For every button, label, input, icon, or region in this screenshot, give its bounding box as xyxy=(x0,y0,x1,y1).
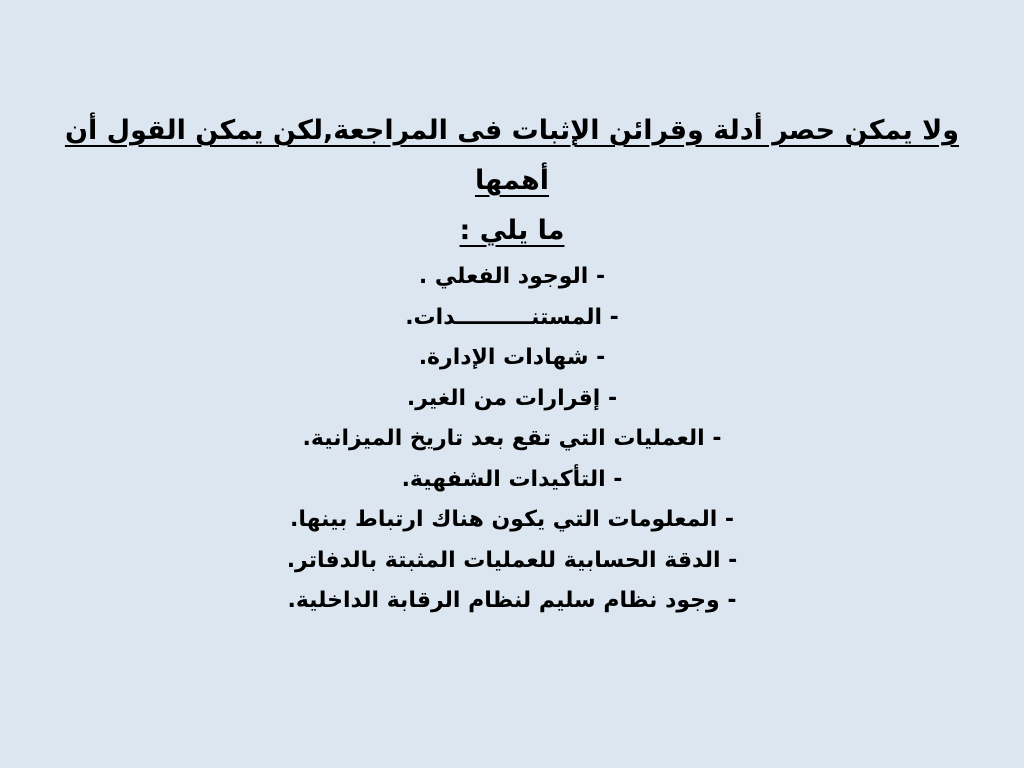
list-item: - المستنــــــــــدات. xyxy=(405,304,619,330)
list-item: - الدقة الحسابية للعمليات المثبتة بالدفاتر. xyxy=(286,547,738,573)
list-item: - العمليات التي تقع بعد تاريخ الميزانية. xyxy=(302,426,722,451)
list-item: - إقرارات من الغير. xyxy=(406,385,618,411)
list-item: - المعلومات التي يكون هناك ارتباط بينها. xyxy=(289,507,735,532)
list-item: - التأكيدات الشفهية. xyxy=(401,466,623,492)
list-item: - الوجود الفعلي . xyxy=(418,264,606,289)
list-item: - شهادات الإدارة. xyxy=(418,345,606,370)
heading-line-2: ما يلي : xyxy=(459,215,565,246)
slide-heading xyxy=(40,106,984,256)
evidence-list xyxy=(100,257,924,622)
list-item: - وجود نظام سليم لنظام الرقابة الداخلية. xyxy=(287,588,737,613)
heading-line-1: ولا يمكن حصر أدلة وقرائن الإثبات فى المراجعة,لكن يمكن القول أن أهمها xyxy=(64,115,960,196)
